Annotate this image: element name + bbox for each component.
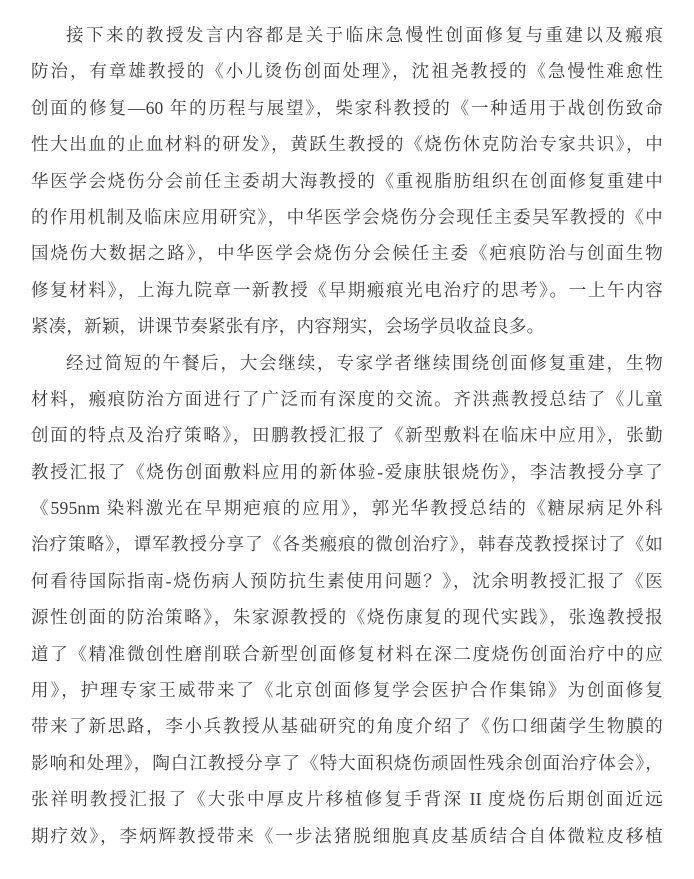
text-line: 创面的修复—60 年的历程与展望》，柴家科教授的《一种适用于战创伤致命 <box>31 97 663 118</box>
text-line: 华医学会烧伤分会前任主委胡大海教授的《重视脂肪组织在创面修复重建中 <box>31 170 663 191</box>
text-line: 用》，护理专家王威带来了《北京创面修复学会医护合作集锦》为创面修复 <box>31 680 663 701</box>
document-body <box>31 17 663 854</box>
text-line: 修复材料》，上海九院章一新教授《早期瘢痕光电治疗的思考》。一上午内容 <box>31 279 663 300</box>
text-line: 带来了新思路，李小兵教授从基础研究的角度介绍了《伤口细菌学生物膜的 <box>31 716 663 737</box>
text-line: 防治，有章雄教授的《小儿烫伤创面处理》，沈祖尧教授的《急慢性难愈性 <box>31 61 663 82</box>
paragraph <box>31 345 663 854</box>
text-line: 《595nm 染料激光在早期疤痕的应用》，郭光华教授总结的《糖尿病足外科 <box>31 498 663 519</box>
text-line: 何看待国际指南-烧伤病人预防抗生素使用问题？》，沈余明教授汇报了《医 <box>31 570 663 591</box>
paragraph <box>31 17 663 345</box>
text-line: 道了《精准微创性磨削联合新型创面修复材料在深二度烧伤创面治疗中的应 <box>31 643 663 664</box>
text-line: 教授汇报了《烧伤创面敷料应用的新体验-爱康肤银烧伤》，李洁教授分享了 <box>31 461 663 482</box>
text-line: 期疗效》，李炳辉教授带来《一步法猪脱细胞真皮基质结合自体微粒皮移植 <box>31 825 663 846</box>
text-line: 治疗策略》，谭军教授分享了《各类瘢痕的微创治疗》，韩春茂教授探讨了《如 <box>31 534 663 555</box>
text-line: 的作用机制及临床应用研究》，中华医学会烧伤分会现任主委吴军教授的《中 <box>31 206 663 227</box>
text-line: 经过简短的午餐后，大会继续，专家学者继续围绕创面修复重建，生物 <box>66 352 663 373</box>
text-line: 影响和处理》，陶白江教授分享了《特大面积烧伤顽固性残余创面治疗体会》， <box>31 752 663 773</box>
text-line: 国烧伤大数据之路》，中华医学会烧伤分会候任主委《疤痕防治与创面生物 <box>31 243 663 264</box>
text-line: 接下来的教授发言内容都是关于临床急慢性创面修复与重建以及瘢痕 <box>66 25 663 45</box>
text-line: 创面的特点及治疗策略》，田鹏教授汇报了《新型敷料在临床中应用》，张勤 <box>31 425 663 446</box>
text-line: 张祥明教授汇报了《大张中厚皮片移植修复手背深 II 度烧伤后期创面近远 <box>31 789 663 810</box>
text-line: 源性创面的防治策略》，朱家源教授的《烧伤康复的现代实践》，张逸教授报 <box>31 607 663 628</box>
text-line: 紧凑，新颖，讲课节奏紧张有序，内容翔实，会场学员收益良多。 <box>31 316 545 337</box>
text-line: 性大出血的止血材料的研发》，黄跃生教授的《烧伤休克防治专家共识》，中 <box>31 134 663 155</box>
text-line: 材料，瘢痕防治方面进行了广泛而有深度的交流。齐洪燕教授总结了《儿童 <box>31 388 663 409</box>
